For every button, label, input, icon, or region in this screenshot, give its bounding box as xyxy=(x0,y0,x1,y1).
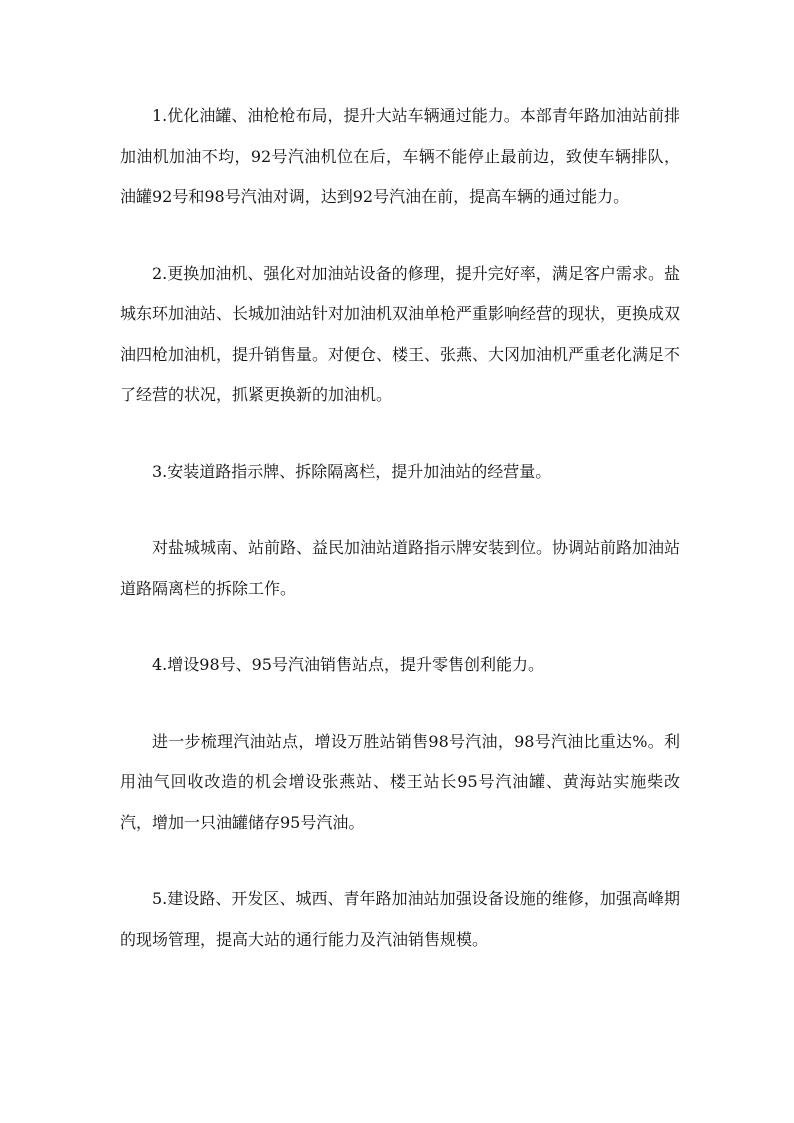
paragraph-gasoline-sites-heading: 4.增设98号、95号汽油销售站点，提升零售创利能力。 xyxy=(152,655,544,674)
paragraph-road-signs-detail: 对盐城城南、站前路、益民加油站道路指示牌安装到位。协调站前路加油站道路隔离栏的拆除工作。 xyxy=(120,538,681,598)
paragraph-tank-nozzle-layout: 1.优化油罐、油枪枪布局，提升大站车辆通过能力。本部青年路加油站前排加油机加油不均，92号汽油机位在后，车辆不能停止最前边，致使车辆排队，油罐92号和98号汽油对调，达到92号汽油在前，提高车辆的通过能力。 xyxy=(120,106,680,206)
paragraph-replace-dispensers: 2.更换加油机、强化对加油站设备的修理，提升完好率，满足客户需求。盐城东环加油站、长城加油站针对加油机双油单枪严重影响经营的现状，更换成双油四枪加油机，提升销售量。对便仓、楼王、张燕、大冈加油机严重老化满足不了经营的状况，抓紧更换新的加油机。 xyxy=(120,263,681,404)
paragraph-road-signs-heading: 3.安装道路指示牌、拆除隔离栏，提升加油站的经营量。 xyxy=(152,461,552,481)
paragraph-equipment-maintenance: 5.建设路、开发区、城西、青年路加油站加强设备设施的维修，加强高峰期的现场管理，提高大站的通行能力及汽油销售规模。 xyxy=(120,889,680,949)
paragraph-gasoline-sites-detail: 进一步梳理汽油站点，增设万胜站销售98号汽油，98号汽油比重达%。利用油气回收改造的机会增设张燕站、楼王站长95号汽油罐、黄海站实施柴改汽，增加一只油罐储存95号汽油。 xyxy=(120,731,680,832)
document-body xyxy=(120,96,680,960)
